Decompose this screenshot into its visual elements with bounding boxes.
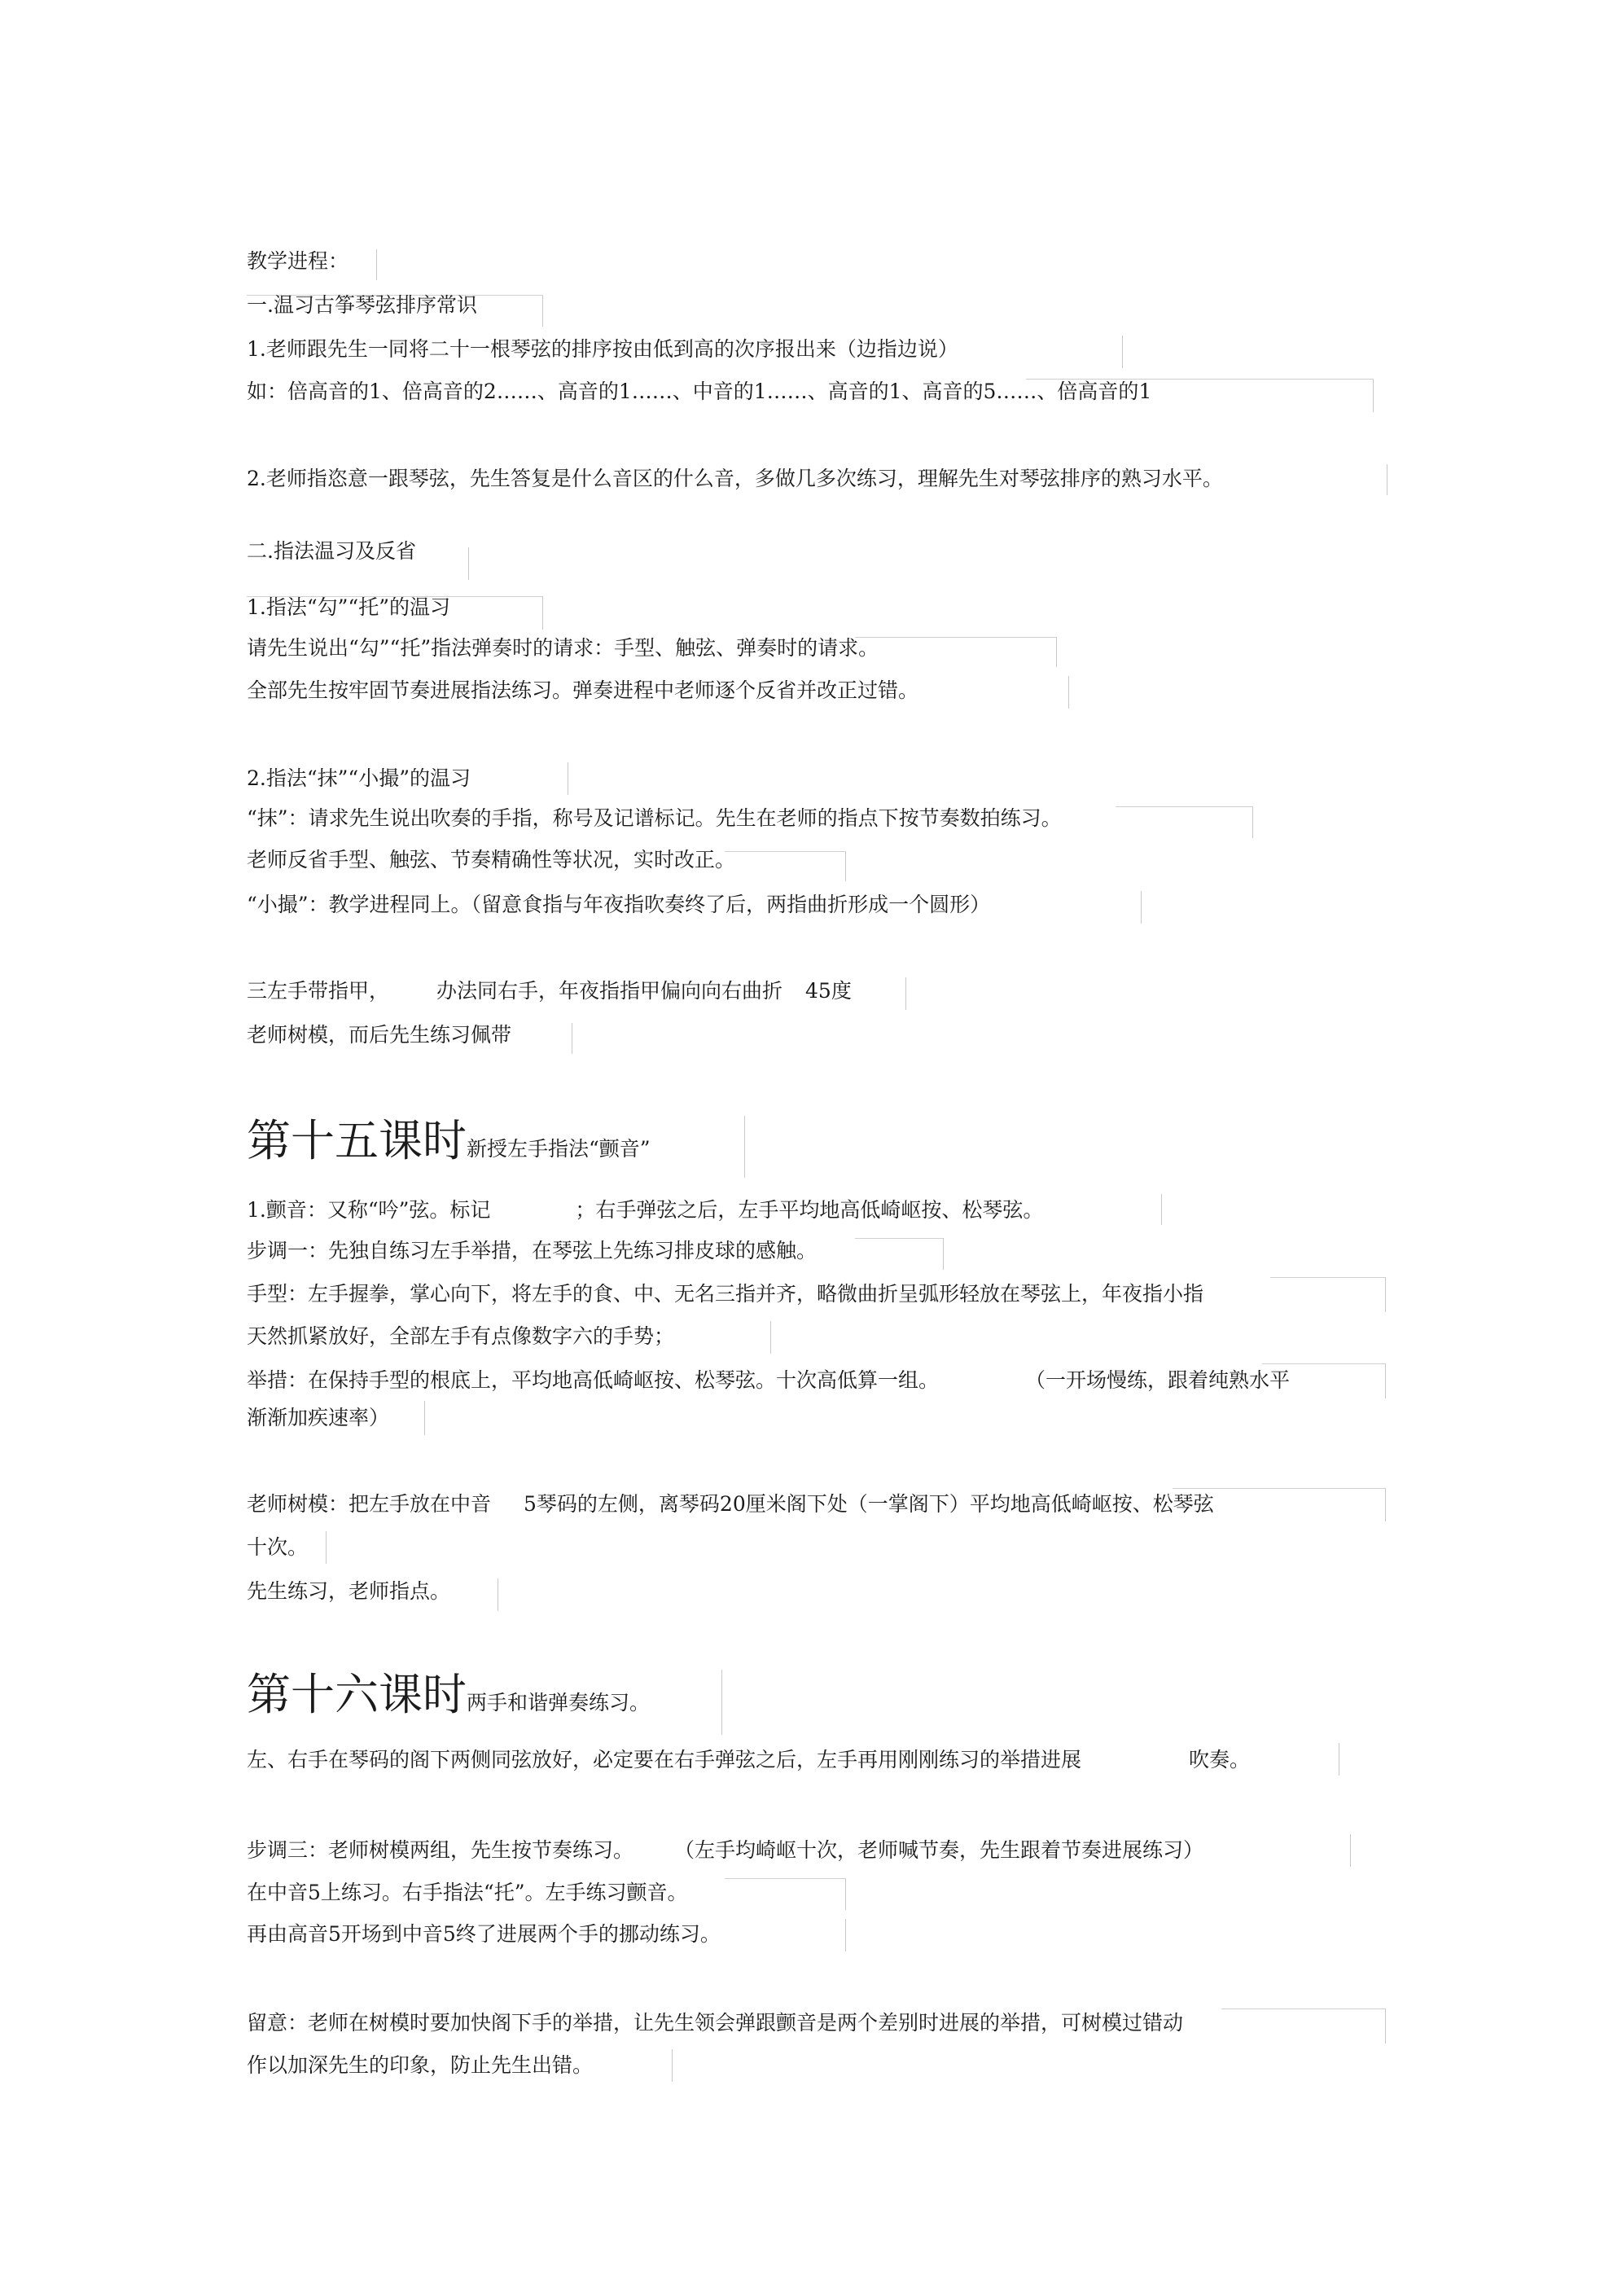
margin-mark xyxy=(855,637,1057,667)
margin-mark xyxy=(721,1670,722,1735)
text-segment: 办法同右手，年夜指指甲偏向向右曲折 xyxy=(436,979,783,1003)
lesson-heading-15 xyxy=(247,1116,651,1176)
text-line: 1.老师跟先生一同将二十一根琴弦的排序按由低到高的次序报出来（边指边说） xyxy=(247,337,958,361)
lesson-heading-16 xyxy=(247,1670,650,1730)
text-segment: 左、右手在琴码的阁下两侧同弦放好，必定要在右手弹弦之后，左手再用刚刚练习的举措进展 xyxy=(247,1748,1082,1771)
margin-mark xyxy=(725,851,846,881)
text-line: 手型：左手握拳，掌心向下，将左手的食、中、无名三指并齐，略微曲折呈弧形轻放在琴弦上，年夜指小指 xyxy=(247,1282,1204,1306)
text-line: 2.老师指恣意一跟琴弦，先生答复是什么音区的什么音，多做几多次练习，理解先生对琴弦排序的熟习水平。 xyxy=(247,467,1223,490)
margin-mark xyxy=(1116,806,1253,838)
text-line: “小撮”：教学进程同上。（留意食指与年夜指吹奏终了后，两指曲折形成一个圆形） xyxy=(247,893,991,916)
margin-mark xyxy=(376,249,377,280)
text-line: 老师树模，而后先生练习佩带 xyxy=(247,1023,512,1047)
text-line: 作以加深先生的印象，防止先生出错。 xyxy=(247,2053,594,2077)
margin-mark xyxy=(744,1116,745,1178)
text-segment: 举措：在保持手型的根底上，平均地高低崎岖按、松琴弦。十次高低算一组。 xyxy=(247,1368,940,1392)
margin-mark xyxy=(326,1531,327,1564)
section-heading: 二.指法温习及反省 xyxy=(247,539,416,563)
section-heading: 一.温习古筝琴弦排序常识 xyxy=(247,293,477,317)
margin-mark xyxy=(468,547,469,580)
text-line: 2.指法“抹”“小撮”的温习 xyxy=(247,766,471,790)
text-line xyxy=(247,1198,1043,1223)
margin-mark xyxy=(1350,1834,1351,1867)
text-line: 老师反省手型、触弦、节奏精确性等状况，实时改正。 xyxy=(247,848,736,871)
margin-mark xyxy=(845,1919,846,1951)
text-segment: （左手均崎岖十次，老师喊节奏，先生跟着节奏进展练习） xyxy=(674,1838,1204,1862)
lesson-subtitle: 新授左手指法“颤音” xyxy=(467,1137,651,1161)
margin-mark xyxy=(725,1878,846,1910)
text-line: 渐渐加疾速率） xyxy=(247,1406,390,1429)
text-line: 再由高音5开场到中音5终了进展两个手的挪动练习。 xyxy=(247,1922,721,1946)
text-segment: 步调三：老师树模两组，先生按节奏练习。 xyxy=(247,1838,634,1862)
text-line: 如：倍高音的1、倍高音的2……、高音的1……、中音的1……、高音的1、高音的5……、倍高音的1 xyxy=(247,380,1152,403)
margin-mark xyxy=(1221,2008,1386,2044)
margin-mark xyxy=(1122,336,1123,368)
margin-mark xyxy=(1141,891,1142,924)
text-line: 留意：老师在树模时要加快阁下手的举措，让先生领会弹跟颤音是两个差别时进展的举措，可树模过错动 xyxy=(247,2011,1184,2035)
margin-mark xyxy=(770,1321,771,1354)
margin-mark xyxy=(1270,1277,1386,1312)
margin-mark xyxy=(672,2049,673,2082)
margin-mark xyxy=(424,1401,425,1435)
text-segment: ；右手弹弦之后，左手平均地高低崎岖按、松琴弦。 xyxy=(575,1198,1044,1222)
text-line: 先生练习，老师指点。 xyxy=(247,1579,451,1603)
text-line: 步调一：先独自练习左手举措，在琴弦上先练习排皮球的感触。 xyxy=(247,1239,818,1262)
margin-mark xyxy=(1068,676,1069,709)
text-line xyxy=(247,1368,1290,1393)
margin-mark xyxy=(855,1238,944,1270)
lesson-subtitle: 两手和谐弹奏练习。 xyxy=(467,1691,651,1714)
text-segment: （一开场慢练，跟着纯熟水平 xyxy=(1025,1368,1291,1392)
text-line: 请先生说出“勾”“托”指法弹奏时的请求：手型、触弦、弹奏时的请求。 xyxy=(247,636,879,660)
text-line: 教学进程： xyxy=(247,249,349,273)
lesson-title: 第十五课时 xyxy=(247,1115,467,1166)
text-segment: 吹奏。 xyxy=(1189,1748,1251,1771)
text-line xyxy=(247,979,852,1003)
text-segment: 1.颤音：又称“吟”弦。标记 xyxy=(247,1198,491,1222)
text-line: 全部先生按牢固节奏进展指法练习。弹奏进程中老师逐个反省并改正过错。 xyxy=(247,678,919,702)
text-line xyxy=(247,1492,1214,1517)
text-line: 1.指法“勾”“托”的温习 xyxy=(247,595,450,619)
text-segment: 老师树模：把左手放在中音 xyxy=(247,1492,492,1516)
text-line xyxy=(247,1838,1203,1863)
text-line: “抹”：请求先生说出吹奏的手指，称号及记谱标记。先生在老师的指点下按节奏数拍练习。 xyxy=(247,806,1062,830)
text-segment: 45度 xyxy=(805,979,852,1003)
margin-mark xyxy=(905,977,906,1010)
text-line: 在中音5上练习。右手指法“托”。左手练习颤音。 xyxy=(247,1881,688,1904)
text-line: 天然抓紧放好，全部左手有点像数字六的手势； xyxy=(247,1324,675,1348)
text-segment: 5琴码的左侧，离琴码20厘米阁下处（一掌阁下）平均地高低崎岖按、松琴弦 xyxy=(524,1492,1214,1516)
text-segment: 三左手带指甲， xyxy=(247,979,390,1003)
text-line: 十次。 xyxy=(247,1535,309,1559)
margin-mark xyxy=(1161,1194,1162,1225)
text-line xyxy=(247,1748,1250,1772)
lesson-title: 第十六课时 xyxy=(247,1669,467,1720)
